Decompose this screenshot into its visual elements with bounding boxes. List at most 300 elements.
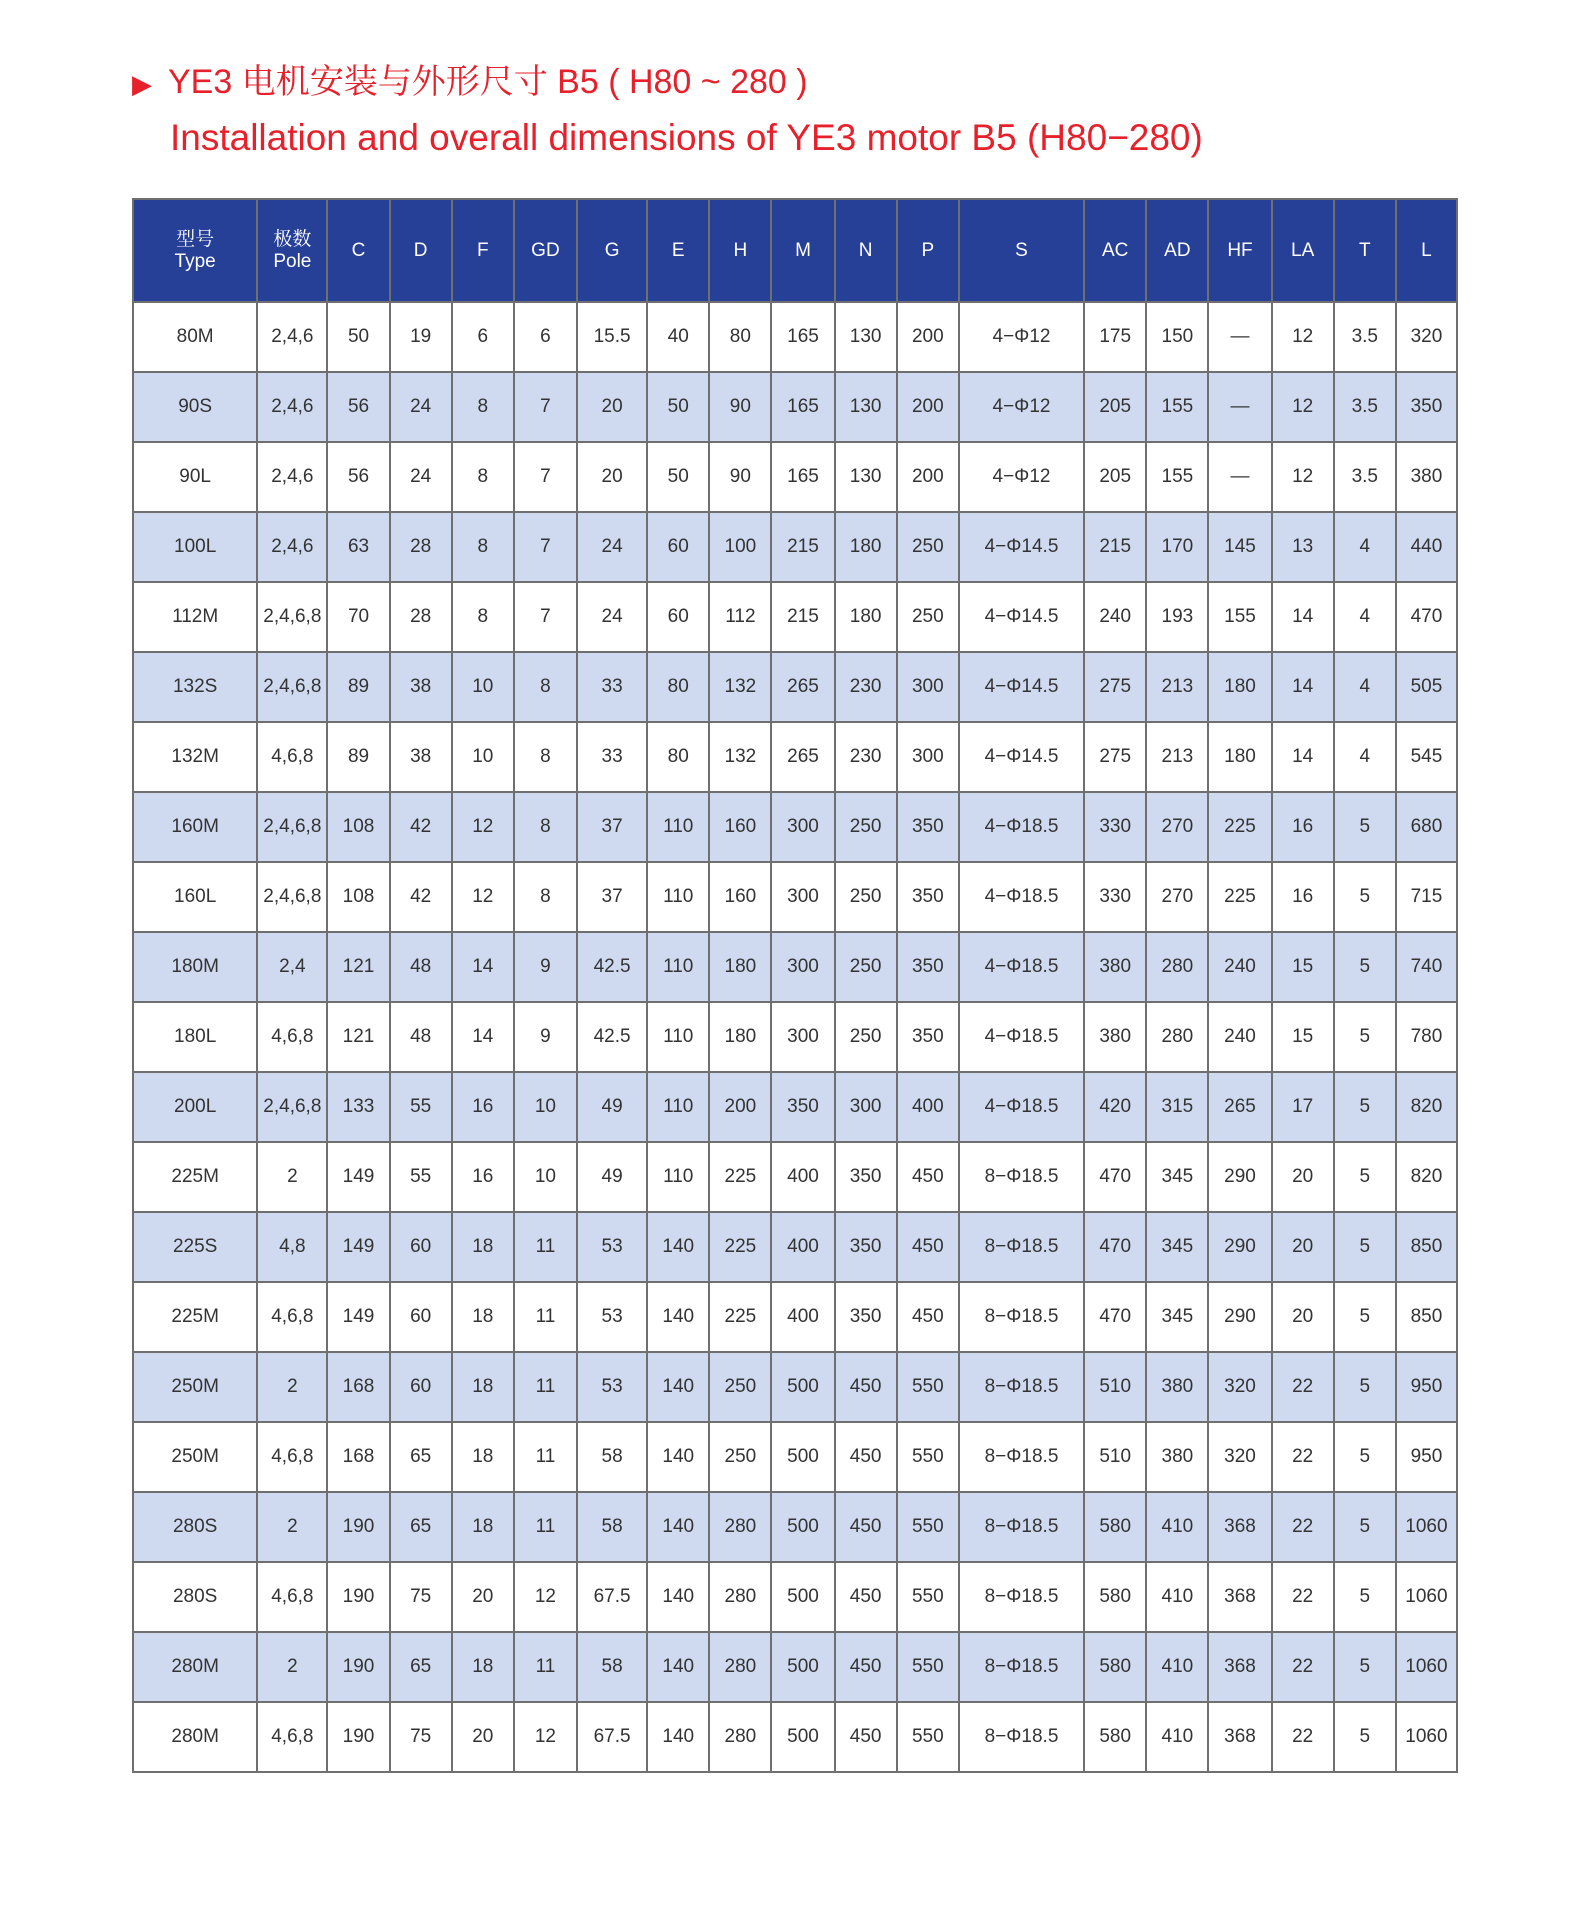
table-cell: 193 [1146,582,1208,652]
table-cell: 18 [452,1212,514,1282]
column-header [647,199,709,302]
table-row [133,1702,1457,1772]
table-cell: 190 [327,1492,389,1562]
table-row [133,302,1457,372]
table-cell: 24 [390,372,452,442]
table-cell: 345 [1146,1142,1208,1212]
table-cell: 400 [771,1212,834,1282]
table-cell: 110 [647,1072,709,1142]
table-cell: 280 [709,1702,771,1772]
table-cell: 275 [1084,722,1146,792]
table-cell: 12 [1272,372,1334,442]
table-cell: 24 [577,582,647,652]
table-cell: 410 [1146,1632,1208,1702]
table-cell: 38 [390,652,452,722]
table-cell: 8 [514,792,577,862]
table-cell: 410 [1146,1702,1208,1772]
column-header [1146,199,1208,302]
table-cell: 60 [647,512,709,582]
title-chinese-text: YE3 电机安装与外形尺寸 B5 ( H80 ~ 280 ) [168,63,808,101]
table-cell: 55 [390,1142,452,1212]
table-cell: 270 [1146,792,1208,862]
table-cell: 140 [647,1702,709,1772]
table-cell: 8 [514,722,577,792]
table-cell: 5 [1334,1282,1396,1352]
table-cell: 4,6,8 [257,722,327,792]
column-header-en: S [1015,239,1028,261]
table-cell: 320 [1396,302,1457,372]
type-cell: 280M [133,1632,257,1702]
table-cell: 225 [1208,792,1271,862]
table-cell: 190 [327,1632,389,1702]
table-cell: 8 [514,862,577,932]
column-header [577,199,647,302]
table-cell: 80 [647,652,709,722]
table-cell: 37 [577,862,647,932]
table-cell: 850 [1396,1282,1457,1352]
table-cell: 63 [327,512,389,582]
table-cell: 4−Φ18.5 [959,1072,1084,1142]
table-cell: 2,4,6 [257,442,327,512]
title-chinese [132,60,1203,104]
table-cell: 180 [709,1002,771,1072]
column-header [1084,199,1146,302]
table-cell: 1060 [1396,1632,1457,1702]
table-cell: 24 [390,442,452,512]
table-cell: 350 [1396,372,1457,442]
type-cell: 90L [133,442,257,512]
column-header-en: G [604,239,620,261]
table-cell: 5 [1334,1212,1396,1282]
table-cell: 350 [835,1212,897,1282]
table-cell: 350 [835,1282,897,1352]
table-cell: 500 [771,1422,834,1492]
table-cell: 14 [452,1002,514,1072]
table-cell: 11 [514,1352,577,1422]
table-cell: 160 [709,792,771,862]
table-cell: 380 [1146,1422,1208,1492]
table-cell: 16 [1272,792,1334,862]
table-cell: 67.5 [577,1562,647,1632]
table-row [133,1632,1457,1702]
table-cell: 140 [647,1422,709,1492]
table-cell: 2,4,6,8 [257,582,327,652]
table-cell: 2,4,6 [257,372,327,442]
table-cell: 250 [835,1002,897,1072]
table-cell: 505 [1396,652,1457,722]
column-header [1396,199,1457,302]
table-cell: 5 [1334,1492,1396,1562]
table-cell: 240 [1084,582,1146,652]
table-cell: 10 [514,1072,577,1142]
table-cell: 275 [1084,652,1146,722]
table-cell: 140 [647,1212,709,1282]
table-cell: 56 [327,442,389,512]
table-cell: 368 [1208,1702,1271,1772]
table-cell: 380 [1396,442,1457,512]
table-cell: 100 [709,512,771,582]
table-cell: 17 [1272,1072,1334,1142]
table-cell: 4−Φ14.5 [959,582,1084,652]
table-cell: 4,6,8 [257,1282,327,1352]
column-header-en: D [413,239,428,261]
table-cell: — [1208,442,1271,512]
table-cell: 33 [577,652,647,722]
table-cell: 4−Φ18.5 [959,862,1084,932]
table-cell: 20 [577,372,647,442]
table-cell: 65 [390,1632,452,1702]
table-cell: 180 [835,512,897,582]
table-cell: 48 [390,932,452,1002]
column-header [133,199,257,302]
table-cell: 50 [647,372,709,442]
table-cell: 5 [1334,1562,1396,1632]
table-cell: 5 [1334,1422,1396,1492]
table-cell: 9 [514,932,577,1002]
table-cell: 350 [897,862,959,932]
table-cell: 1060 [1396,1702,1457,1772]
table-cell: 4 [1334,722,1396,792]
table-cell: 60 [390,1212,452,1282]
table-row [133,932,1457,1002]
table-row [133,722,1457,792]
column-header [835,199,897,302]
table-cell: 160 [709,862,771,932]
table-cell: 368 [1208,1562,1271,1632]
table-cell: 40 [647,302,709,372]
table-cell: 510 [1084,1352,1146,1422]
table-cell: 42 [390,792,452,862]
column-header [709,199,771,302]
table-cell: 5 [1334,1352,1396,1422]
table-cell: 16 [452,1142,514,1212]
table-cell: 42.5 [577,932,647,1002]
table-cell: 11 [514,1422,577,1492]
table-row [133,1142,1457,1212]
table-cell: 60 [647,582,709,652]
table-cell: 320 [1208,1422,1271,1492]
table-cell: 450 [897,1212,959,1282]
table-cell: 180 [1208,652,1271,722]
table-cell: 290 [1208,1282,1271,1352]
table-cell: 8−Φ18.5 [959,1212,1084,1282]
table-cell: 350 [835,1142,897,1212]
table-cell: 165 [771,372,834,442]
table-cell: 58 [577,1422,647,1492]
table-cell: 550 [897,1702,959,1772]
table-cell: 740 [1396,932,1457,1002]
table-cell: 213 [1146,722,1208,792]
type-cell: 250M [133,1422,257,1492]
table-cell: 108 [327,792,389,862]
table-cell: 280 [1146,932,1208,1002]
table-cell: 130 [835,442,897,512]
dimensions-table [132,198,1458,1773]
table-cell: 2,4,6,8 [257,792,327,862]
table-cell: 18 [452,1632,514,1702]
table-cell: 250 [835,932,897,1002]
table-header-row [133,199,1457,302]
table-cell: 4−Φ12 [959,302,1084,372]
table-cell: 550 [897,1492,959,1562]
table-cell: 500 [771,1352,834,1422]
table-cell: 8−Φ18.5 [959,1352,1084,1422]
table-cell: 368 [1208,1492,1271,1562]
table-cell: 350 [897,1002,959,1072]
table-cell: 380 [1084,932,1146,1002]
table-cell: 550 [897,1422,959,1492]
table-cell: 440 [1396,512,1457,582]
table-cell: 10 [452,722,514,792]
table-cell: 56 [327,372,389,442]
table-cell: 12 [452,862,514,932]
column-header-en: M [795,239,811,261]
table-cell: 680 [1396,792,1457,862]
table-cell: 380 [1084,1002,1146,1072]
table-cell: 20 [577,442,647,512]
table-cell: 250 [709,1352,771,1422]
table-cell: 345 [1146,1212,1208,1282]
table-cell: 58 [577,1492,647,1562]
table-cell: 213 [1146,652,1208,722]
title-english: Installation and overall dimensions of YE3 motor B5 (H80−280) [170,117,1203,158]
column-header-cn: 型号 [176,228,215,250]
table-cell: 19 [390,302,452,372]
column-header-en: N [858,239,873,261]
table-cell: 90 [709,372,771,442]
table-cell: 450 [835,1562,897,1632]
table-cell: 215 [771,512,834,582]
table-cell: 20 [452,1562,514,1632]
table-cell: 130 [835,372,897,442]
table-cell: 140 [647,1352,709,1422]
table-cell: 215 [771,582,834,652]
table-row [133,862,1457,932]
table-row [133,1492,1457,1562]
table-cell: 20 [1272,1212,1334,1282]
table-cell: 48 [390,1002,452,1072]
table-cell: 450 [835,1422,897,1492]
table-cell: 345 [1146,1282,1208,1352]
table-cell: 14 [452,932,514,1002]
table-cell: 4−Φ14.5 [959,722,1084,792]
table-cell: 110 [647,792,709,862]
table-cell: 470 [1084,1282,1146,1352]
title-block [132,60,1203,162]
table-cell: 300 [897,722,959,792]
table-cell: 225 [709,1282,771,1352]
table-cell: 112 [709,582,771,652]
table-cell: 550 [897,1562,959,1632]
type-cell: 160M [133,792,257,862]
table-cell: 22 [1272,1492,1334,1562]
table-cell: 8−Φ18.5 [959,1142,1084,1212]
table-cell: 110 [647,932,709,1002]
table-cell: 121 [327,1002,389,1072]
table-cell: 22 [1272,1352,1334,1422]
table-cell: 22 [1272,1702,1334,1772]
table-cell: 280 [709,1632,771,1702]
table-cell: 250 [835,862,897,932]
table-cell: 215 [1084,512,1146,582]
column-header [1208,199,1271,302]
table-cell: 250 [897,582,959,652]
table-cell: 5 [1334,932,1396,1002]
table-cell: 6 [452,302,514,372]
table-cell: 470 [1084,1142,1146,1212]
table-cell: 2,4,6,8 [257,652,327,722]
table-cell: 37 [577,792,647,862]
table-cell: 140 [647,1282,709,1352]
column-header [327,199,389,302]
table-cell: 90 [709,442,771,512]
table-cell: 450 [897,1142,959,1212]
column-header-en: Type [174,250,216,272]
column-header [452,199,514,302]
type-cell: 132S [133,652,257,722]
table-cell: 315 [1146,1072,1208,1142]
table-cell: 510 [1084,1422,1146,1492]
table-cell: 11 [514,1632,577,1702]
column-header-en: LA [1291,239,1315,261]
table-cell: 11 [514,1282,577,1352]
table-cell: 67.5 [577,1702,647,1772]
table-cell: 4−Φ18.5 [959,792,1084,862]
table-cell: 89 [327,722,389,792]
table-cell: 20 [1272,1142,1334,1212]
table-cell: 7 [514,442,577,512]
type-cell: 225S [133,1212,257,1282]
table-row [133,582,1457,652]
table-cell: 58 [577,1632,647,1702]
table-cell: 7 [514,512,577,582]
type-cell: 225M [133,1142,257,1212]
table-cell: 168 [327,1352,389,1422]
table-cell: 8 [514,652,577,722]
table-row [133,512,1457,582]
table-cell: 28 [390,512,452,582]
column-header-en: C [351,239,366,261]
table-cell: 18 [452,1282,514,1352]
table-cell: 2,4,6 [257,302,327,372]
table-cell: 4,8 [257,1212,327,1282]
table-cell: 200 [709,1072,771,1142]
table-row [133,442,1457,512]
type-cell: 280M [133,1702,257,1772]
table-cell: 4−Φ18.5 [959,932,1084,1002]
table-cell: 14 [1272,722,1334,792]
table-cell: 180 [709,932,771,1002]
column-header [390,199,452,302]
column-header [257,199,327,302]
table-cell: 50 [647,442,709,512]
table-cell: 10 [514,1142,577,1212]
table-cell: 180 [1208,722,1271,792]
table-cell: 149 [327,1212,389,1282]
table-cell: 4 [1334,582,1396,652]
table-cell: 1060 [1396,1492,1457,1562]
column-header-cn: 极数 [273,228,312,250]
table-cell: 820 [1396,1072,1457,1142]
table-cell: 240 [1208,932,1271,1002]
column-header [514,199,577,302]
table-cell: 4,6,8 [257,1702,327,1772]
table-cell: 450 [835,1632,897,1702]
table-cell: 240 [1208,1002,1271,1072]
table-cell: 8−Φ18.5 [959,1282,1084,1352]
table-cell: 155 [1146,372,1208,442]
table-cell: 368 [1208,1632,1271,1702]
table-cell: 780 [1396,1002,1457,1072]
table-cell: 280 [709,1492,771,1562]
table-cell: 80 [709,302,771,372]
table-cell: 11 [514,1492,577,1562]
table-cell: 300 [771,1002,834,1072]
table-cell: 265 [1208,1072,1271,1142]
column-header-en: Pole [273,250,312,272]
table-cell: 2 [257,1142,327,1212]
table-cell: 2,4,6 [257,512,327,582]
table-cell: 130 [835,302,897,372]
table-cell: 450 [835,1702,897,1772]
table-body [133,302,1457,1772]
table-cell: 5 [1334,1142,1396,1212]
table-cell: 580 [1084,1702,1146,1772]
table-cell: 9 [514,1002,577,1072]
column-header [771,199,834,302]
table-cell: 450 [835,1352,897,1422]
table-cell: 15 [1272,1002,1334,1072]
type-cell: 132M [133,722,257,792]
table-cell: 200 [897,302,959,372]
table-cell: 53 [577,1212,647,1282]
table-cell: 150 [1146,302,1208,372]
table-cell: 4,6,8 [257,1422,327,1492]
table-cell: 89 [327,652,389,722]
table-cell: 450 [897,1282,959,1352]
type-cell: 180M [133,932,257,1002]
table-cell: 132 [709,722,771,792]
table-cell: 121 [327,932,389,1002]
table-row [133,1072,1457,1142]
table-cell: 290 [1208,1142,1271,1212]
table-cell: 16 [1272,862,1334,932]
table-cell: 15 [1272,932,1334,1002]
table-cell: 11 [514,1212,577,1282]
table-cell: 350 [897,932,959,1002]
table-cell: 38 [390,722,452,792]
table-cell: 170 [1146,512,1208,582]
table-cell: 320 [1208,1352,1271,1422]
table-cell: 60 [390,1282,452,1352]
table-cell: 2 [257,1492,327,1562]
table-cell: 4−Φ14.5 [959,652,1084,722]
table-cell: 300 [897,652,959,722]
table-cell: 70 [327,582,389,652]
table-cell: 4−Φ18.5 [959,1002,1084,1072]
table-cell: 950 [1396,1422,1457,1492]
table-cell: 250 [835,792,897,862]
table-cell: 250 [709,1422,771,1492]
table-cell: 8 [452,442,514,512]
table-cell: 3.5 [1334,372,1396,442]
table-cell: 400 [771,1142,834,1212]
table-cell: 4,6,8 [257,1002,327,1072]
table-cell: 42.5 [577,1002,647,1072]
table-cell: 140 [647,1562,709,1632]
table-cell: 410 [1146,1562,1208,1632]
table-cell: — [1208,372,1271,442]
